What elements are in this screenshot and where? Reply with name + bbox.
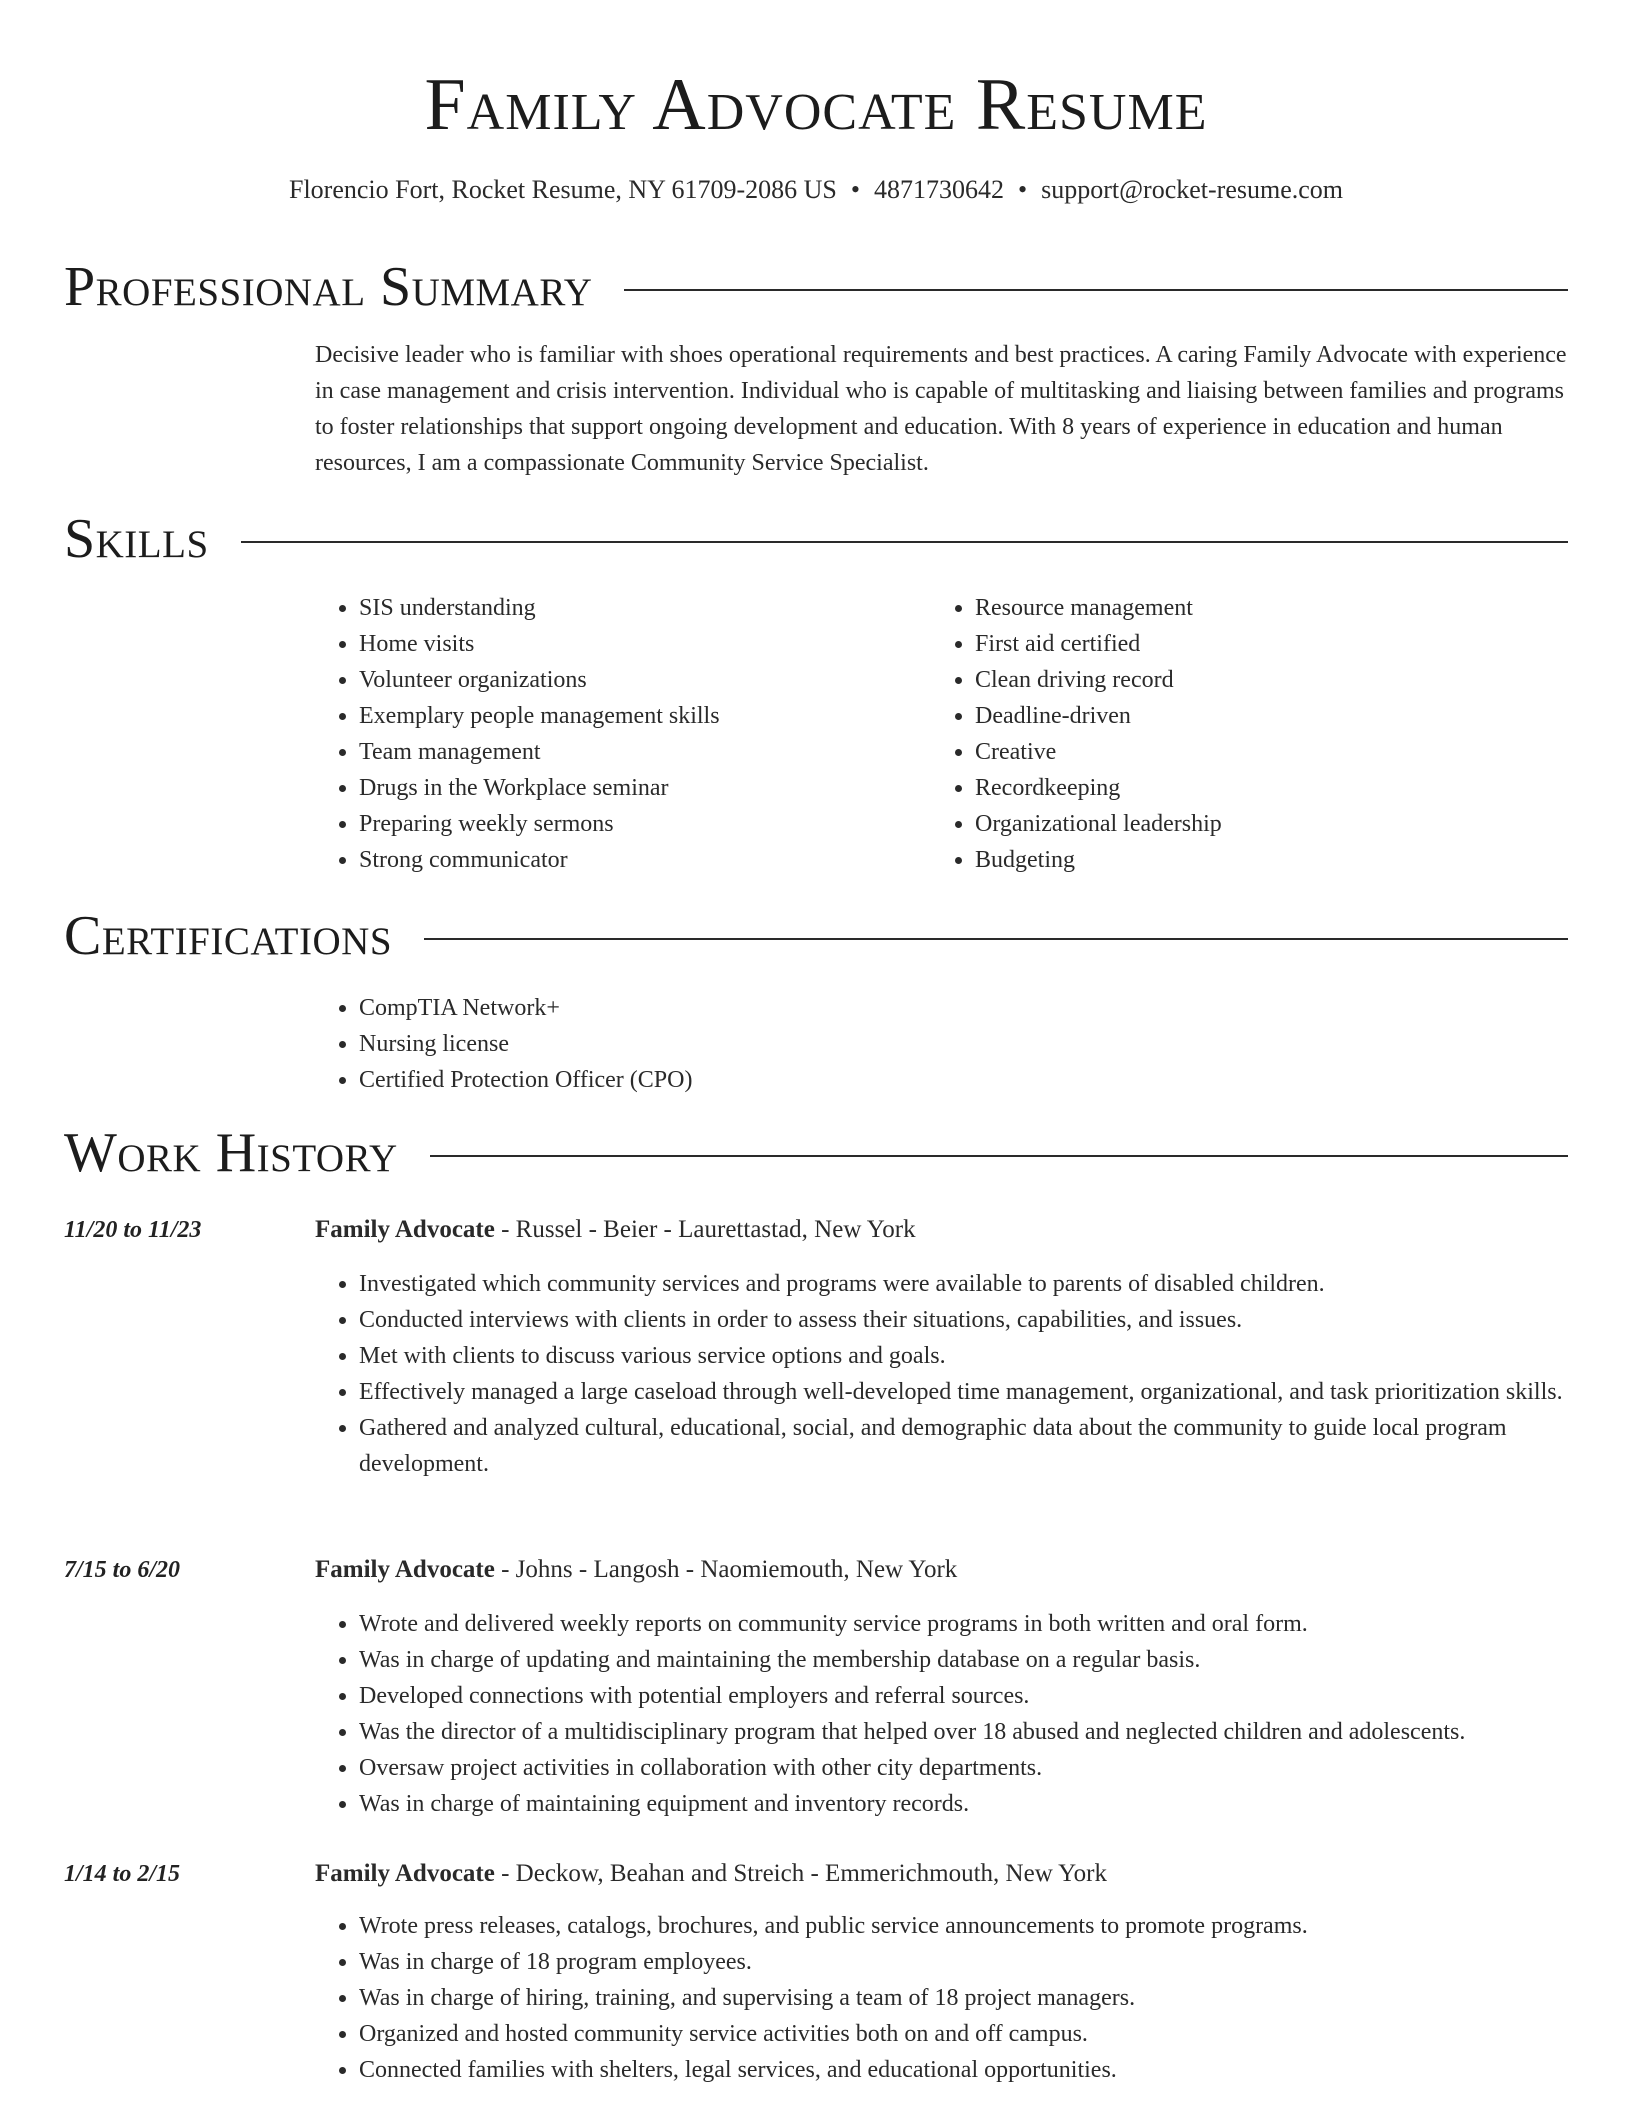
job-duty: • Wrote and delivered weekly reports on community service programs in both written and oral form. — [359, 1606, 1615, 1642]
job-duty: • Was in charge of 18 program employees. — [359, 1944, 1615, 1980]
certifications-section-header — [64, 903, 1568, 969]
job-duty: • Gathered and analyzed cultural, educational, social, and demographic data about the community to guide local program development. — [359, 1410, 1615, 1482]
certifications-list — [315, 990, 1259, 1098]
job-duty: • Met with clients to discuss various service options and goals. — [359, 1338, 1615, 1374]
contact-separator: • — [850, 175, 860, 204]
job-duties — [315, 1908, 1615, 2088]
job-duty: • Was in charge of hiring, training, and supervising a team of 18 project managers. — [359, 1980, 1615, 2016]
skill-item: • Team management — [359, 734, 919, 770]
job-duty: • Effectively managed a large caseload through well-developed time management, organizational, and task prioritization skills. — [359, 1374, 1615, 1410]
skills-list-left — [315, 590, 919, 878]
skills-list-right — [931, 590, 1535, 878]
section-divider — [430, 1155, 1568, 1157]
skill-item: • Deadline-driven — [975, 698, 1535, 734]
contact-separator: • — [1017, 175, 1028, 204]
job-duty: • Conducted interviews with clients in order to assess their situations, capabilities, and issues. — [359, 1302, 1615, 1338]
job-duty: • Was the director of a multidisciplinary program that helped over 18 abused and neglected children and adolescents. — [359, 1714, 1615, 1750]
job-title: Family Advocate — [315, 1556, 495, 1583]
skill-item: • Drugs in the Workplace seminar — [359, 770, 919, 806]
skill-item: • Budgeting — [975, 842, 1535, 878]
skill-item: • First aid certified — [975, 626, 1535, 662]
job-duty: • Connected families with shelters, legal services, and educational opportunities. — [359, 2052, 1615, 2088]
section-divider — [424, 938, 1568, 940]
skill-item: • SIS understanding — [359, 590, 919, 626]
skills-section-header — [64, 506, 1568, 572]
job-company: - Johns - Langosh - Naomiemouth, New York — [494, 1556, 958, 1583]
certification-item: • Certified Protection Officer (CPO) — [359, 1062, 1259, 1098]
contact-address: Florencio Fort, Rocket Resume, NY 61709-2086 US — [288, 175, 837, 204]
job-duty: • Investigated which community services and programs were available to parents of disabled children. — [359, 1266, 1615, 1302]
job-duty: • Organized and hosted community service activities both on and off campus. — [359, 2016, 1615, 2052]
skill-item: • Volunteer organizations — [359, 662, 919, 698]
resume-title: Family Advocate Resume — [424, 64, 1208, 146]
job-duty: • Developed connections with potential employers and referral sources. — [359, 1678, 1615, 1714]
skill-item: • Organizational leadership — [975, 806, 1535, 842]
work-history-section-header — [64, 1120, 1568, 1186]
skill-item: • Recordkeeping — [975, 770, 1535, 806]
job-dates: 1/14 to 2/15 — [64, 1861, 181, 1887]
certification-item: • Nursing license — [359, 1026, 1259, 1062]
contact-phone: 4871730642 — [873, 175, 1004, 204]
job-duty: • Was in charge of updating and maintaining the membership database on a regular basis. — [359, 1642, 1615, 1678]
section-divider — [624, 289, 1568, 291]
job-title: Family Advocate — [315, 1216, 495, 1243]
job-dates: 7/15 to 6/20 — [64, 1557, 181, 1583]
contact-email: support@rocket-resume.com — [1041, 175, 1344, 204]
skill-item: • Exemplary people management skills — [359, 698, 919, 734]
skill-item: • Strong communicator — [359, 842, 919, 878]
work-history-heading: Work History — [64, 1122, 398, 1184]
job-duty: • Was in charge of maintaining equipment and inventory records. — [359, 1786, 1615, 1822]
job-duties — [315, 1606, 1615, 1822]
job-header — [315, 1856, 1107, 1892]
section-divider — [241, 541, 1568, 543]
job-duty: • Wrote press releases, catalogs, brochures, and public service announcements to promote programs. — [359, 1908, 1615, 1944]
skill-item: • Home visits — [359, 626, 919, 662]
certification-item: • CompTIA Network+ — [359, 990, 1259, 1026]
job-dates: 11/20 to 11/23 — [64, 1217, 202, 1243]
skill-item: • Creative — [975, 734, 1535, 770]
summary-heading: Professional Summary — [64, 256, 593, 318]
job-company: - Russel - Beier - Laurettastad, New York — [494, 1216, 916, 1243]
summary-text: Decisive leader who is familiar with shoes operational requirements and best practices. A caring Family Advocate with experience in case management and crisis intervention. Individual who is capable of multitasking and liaising between families and programs to foster relationships that support ongoing development and education. With 8 years of experience in education and human resources, I am a compassionate Community Service Specialist. — [315, 342, 1567, 476]
skill-item: • Resource management — [975, 590, 1535, 626]
summary-section-header — [64, 254, 1568, 320]
skills-heading: Skills — [64, 508, 209, 570]
job-company: - Deckow, Beahan and Streich - Emmerichmouth, New York — [494, 1860, 1107, 1887]
job-header — [315, 1552, 957, 1588]
certifications-heading: Certifications — [64, 905, 393, 967]
job-header — [315, 1212, 916, 1248]
job-duties — [315, 1266, 1615, 1482]
contact-line — [0, 172, 1632, 208]
job-title: Family Advocate — [315, 1860, 495, 1887]
skill-item: • Clean driving record — [975, 662, 1535, 698]
skill-item: • Preparing weekly sermons — [359, 806, 919, 842]
job-duty: • Oversaw project activities in collaboration with other city departments. — [359, 1750, 1615, 1786]
